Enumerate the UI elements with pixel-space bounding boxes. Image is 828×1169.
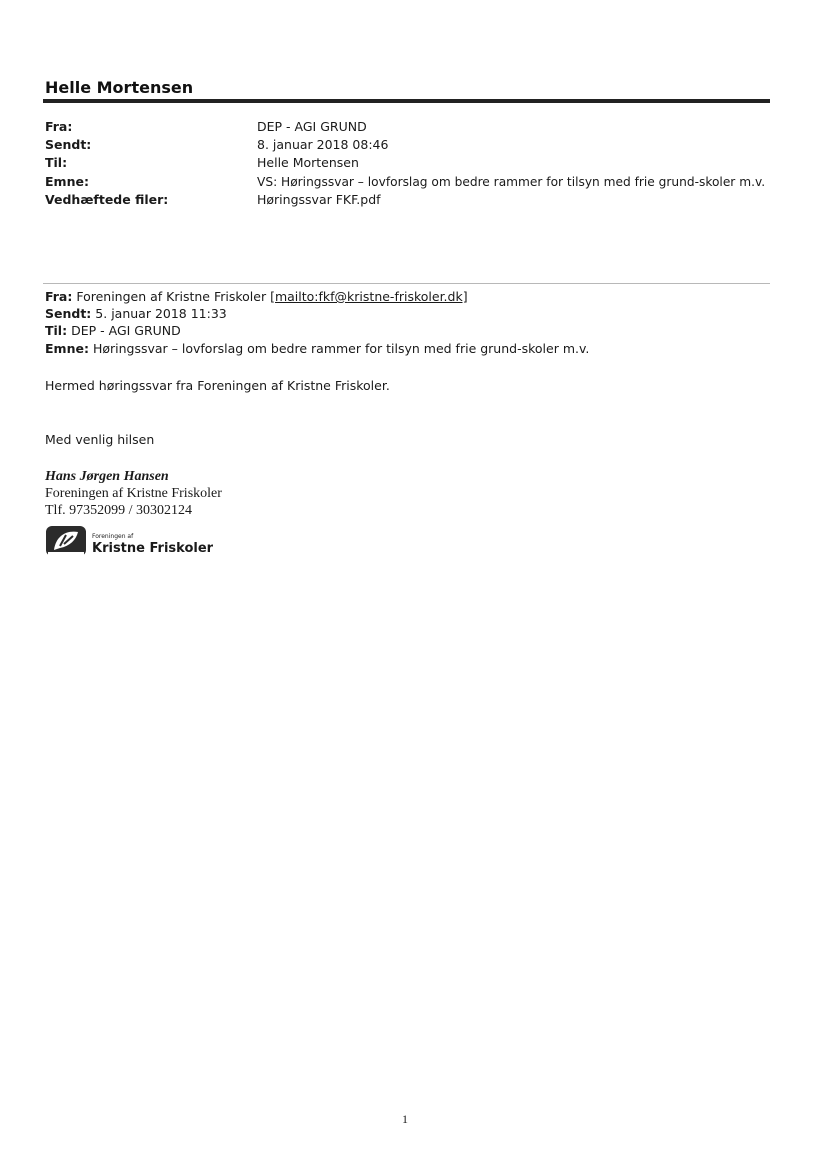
header-label: Til:: [45, 155, 68, 170]
forwarded-to-row: [45, 322, 181, 340]
signature-phone: Tlf. 97352099 / 30302124: [45, 503, 192, 518]
header-row-sent: [45, 136, 785, 154]
forwarded-sent-value: 5. januar 2018 11:33: [95, 306, 227, 321]
forwarded-subject-value: Høringssvar – lovforslag om bedre rammer for tilsyn med frie grund-skoler m.v.: [92, 341, 590, 356]
forwarded-subject-label: Emne:: [45, 341, 89, 356]
header-value: 8. januar 2018 08:46: [257, 137, 389, 152]
header-value: DEP - AGI GRUND: [257, 119, 367, 134]
header-label: Sendt:: [45, 137, 92, 152]
header-label: Vedhæftede filer:: [45, 192, 169, 207]
signature-name: Hans Jørgen Hansen: [45, 469, 169, 484]
forwarded-sent-row: [45, 305, 227, 323]
page-number: 1: [402, 1112, 408, 1126]
forwarded-sent-label: Sendt:: [45, 306, 92, 321]
closing-line: Med venlig hilsen: [45, 432, 155, 447]
header-label: Emne:: [45, 174, 89, 189]
signature-organization: Foreningen af Kristne Friskoler: [45, 486, 222, 501]
message-body: Hermed høringssvar fra Foreningen af Kristne Friskoler.: [45, 378, 390, 393]
header-rule: [43, 99, 770, 103]
forwarded-from-label: Fra:: [45, 289, 73, 304]
header-value: Helle Mortensen: [257, 155, 359, 170]
forwarded-to-value: DEP - AGI GRUND: [71, 323, 181, 338]
forwarded-from-value: Foreningen af Kristne Friskoler: [76, 289, 267, 304]
mailbox-owner-name: Helle Mortensen: [45, 78, 194, 97]
header-row-from: [45, 118, 785, 136]
forwarded-from-row: [45, 288, 468, 306]
forwarded-to-label: Til:: [45, 323, 68, 338]
logo-mark-icon: [46, 526, 86, 556]
attachment-filename[interactable]: Høringssvar FKF.pdf: [257, 192, 381, 207]
forwarded-subject-row: [45, 340, 589, 358]
header-row-attachments: [45, 191, 785, 209]
logo-wordmark: Kristne Friskoler: [92, 541, 214, 556]
forwarded-from-mailto-link[interactable]: [mailto:fkf@kristne-friskoler.dk]: [270, 289, 468, 304]
header-label: Fra:: [45, 119, 73, 134]
header-value: VS: Høringssvar – lovforslag om bedre rammer for tilsyn med frie grund-skoler m.v.: [257, 175, 766, 189]
header-row-to: [45, 154, 785, 172]
logo-small-text: Foreningen af: [92, 533, 134, 540]
header-row-subject: [45, 173, 785, 191]
forward-separator: [43, 283, 770, 284]
